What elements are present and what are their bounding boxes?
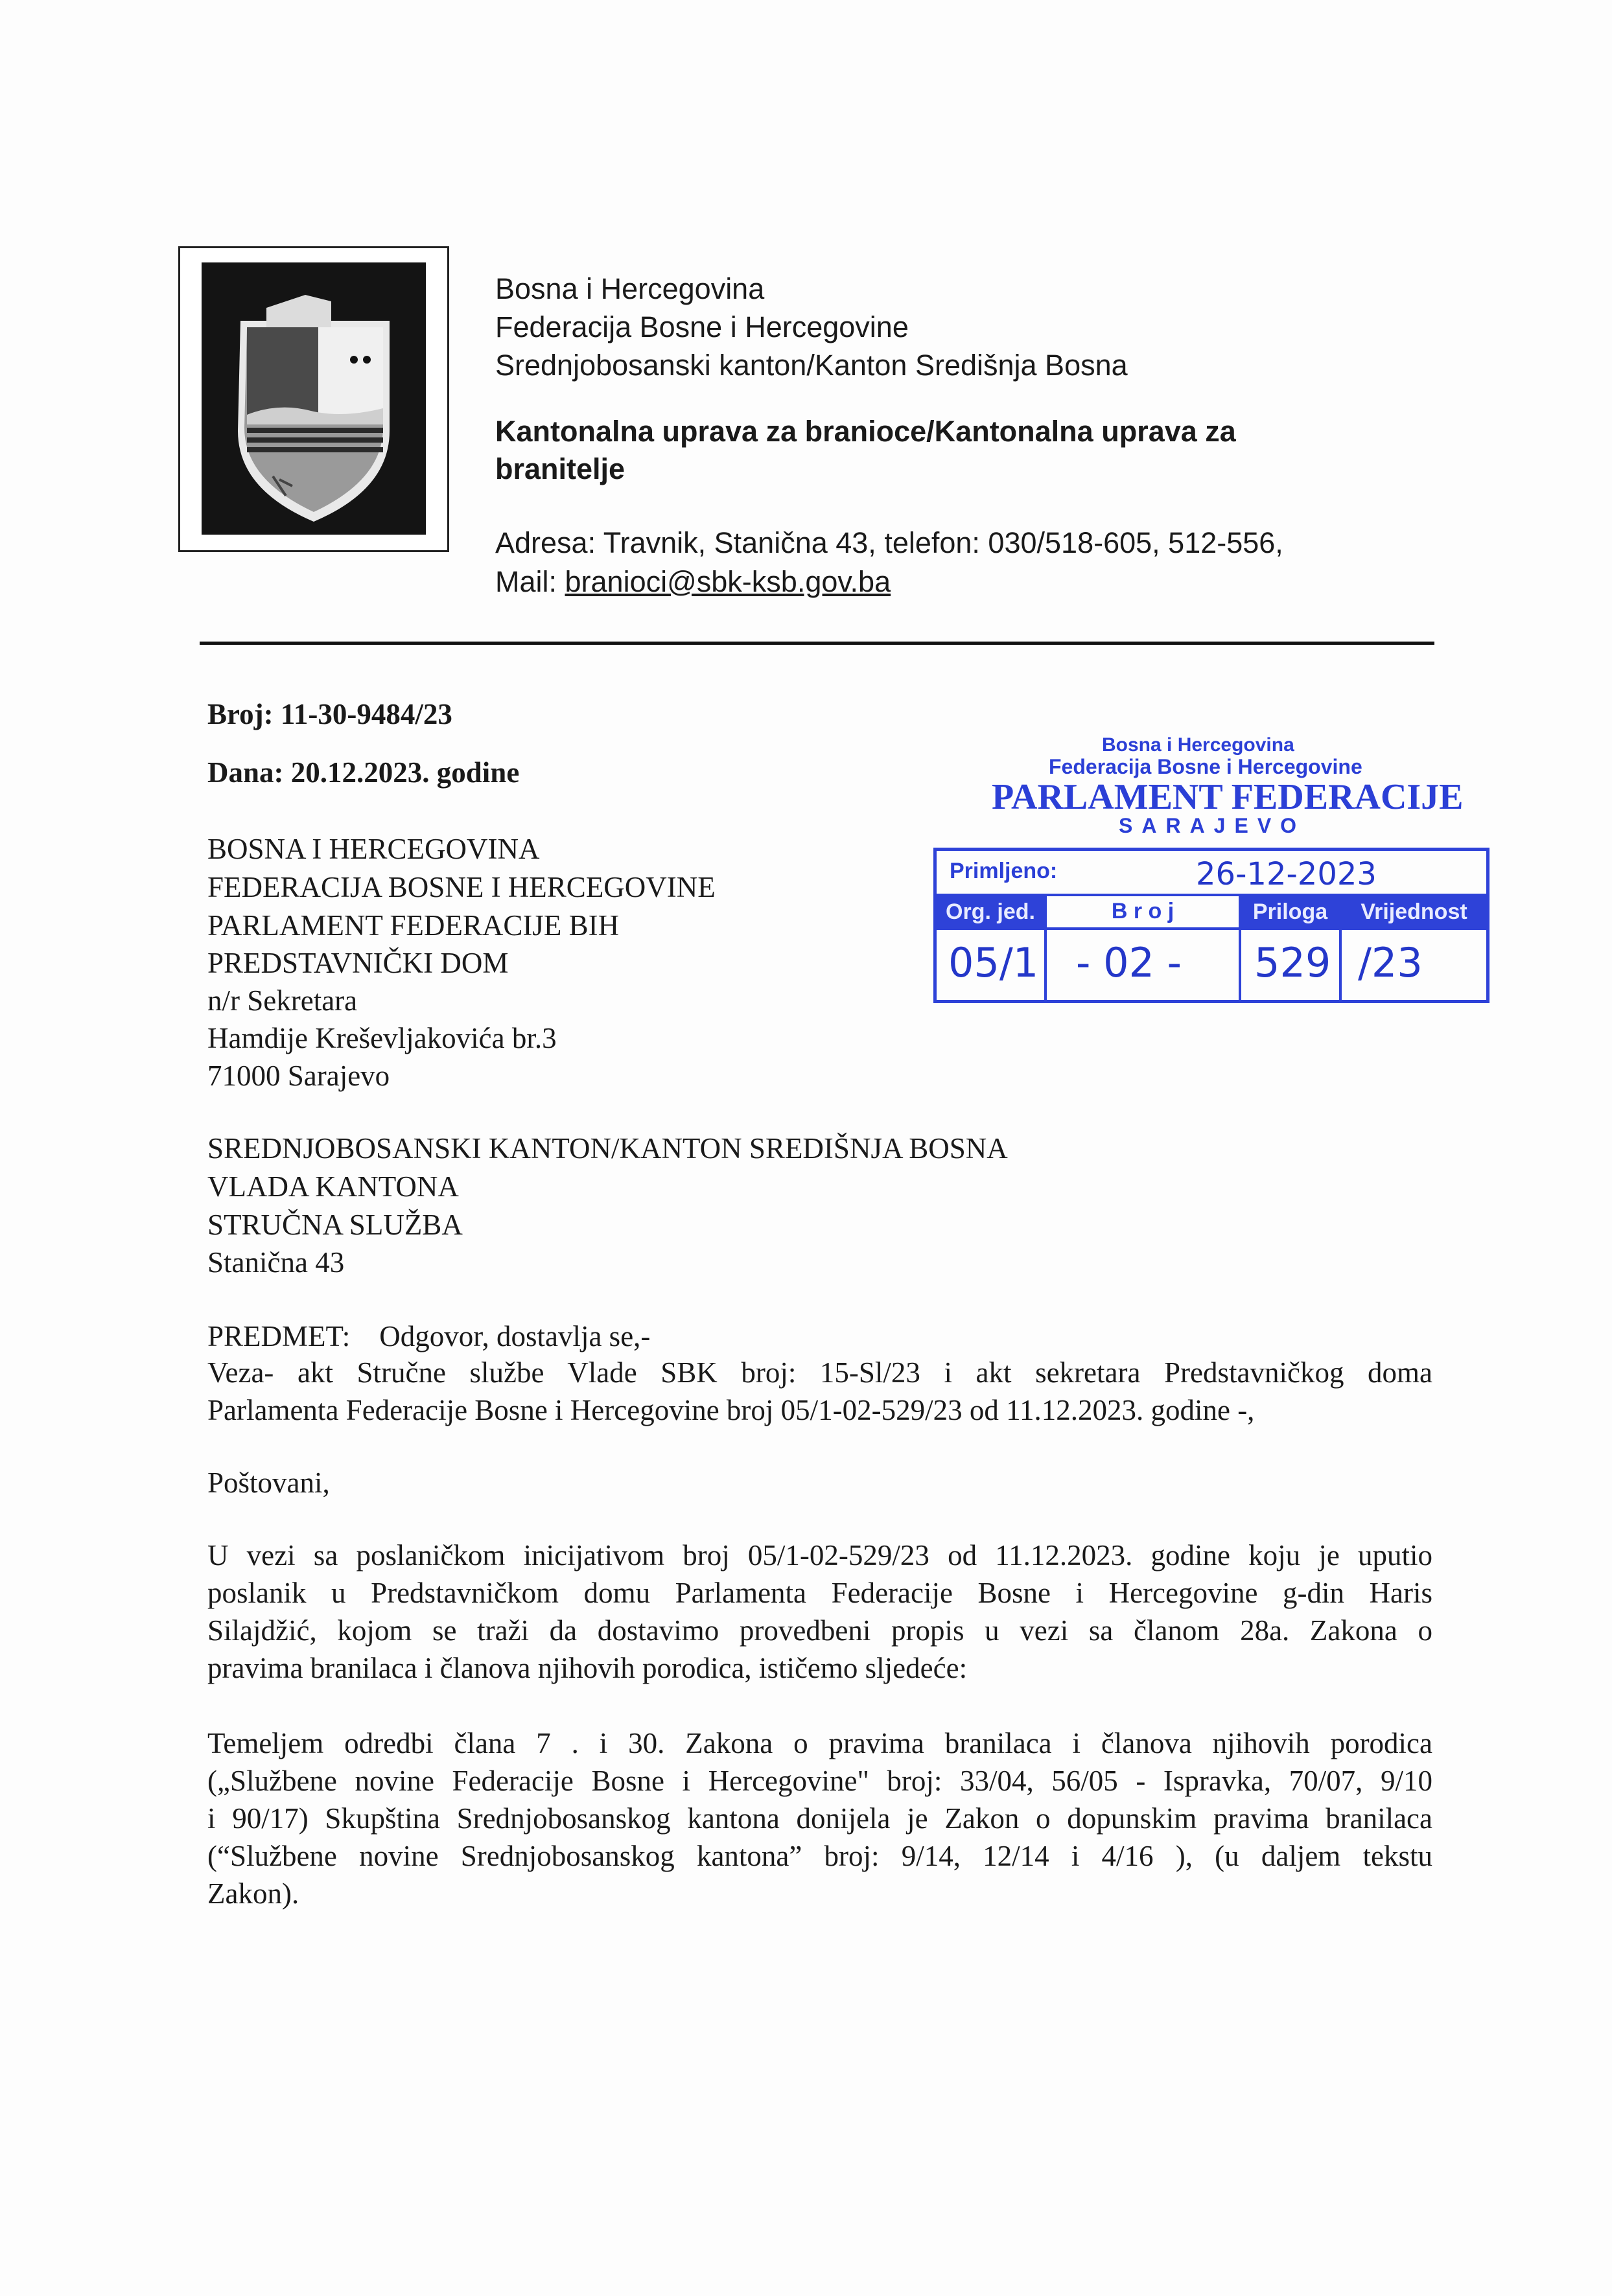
stamp-val-org: 05/1 [948, 939, 1039, 986]
recipient1-line: 71000 Sarajevo [207, 1060, 390, 1092]
mail-label: Mail: [495, 565, 565, 598]
stamp-col-broj: B r o j [1111, 899, 1174, 923]
recipient1-line: PARLAMENT FEDERACIJE BIH [207, 909, 620, 942]
para2-line: Zakon). [207, 1877, 299, 1910]
stamp-val-vrijednost: /23 [1358, 939, 1423, 986]
document-number: Broj: 11-30-9484/23 [207, 698, 452, 730]
para1-line: poslanik u Predstavničkom domu Parlamenta Federacije Bosne i Hercegovine g-din Haris [207, 1577, 1432, 1609]
para2-line: („Službene novine Federacije Bosne i Hercegovine" broj: 33/04, 56/05 - Ispravka, 70/07, 9/10 [207, 1765, 1432, 1797]
coat-of-arms-frame [178, 246, 449, 552]
received-stamp [933, 848, 1489, 1003]
stamp-val-broj: - 02 - [1076, 939, 1182, 986]
header-address: Adresa: Travnik, Stanična 43, telefon: 030/518-605, 512-556, [495, 526, 1283, 559]
stamp-line1: Bosna i Hercegovina [1102, 734, 1294, 756]
stamp-col-vrijednost: Vrijednost [1342, 896, 1486, 927]
salutation: Poštovani, [207, 1467, 330, 1499]
subject-label: PREDMET: [207, 1320, 351, 1352]
recipient2-line: Stanična 43 [207, 1246, 345, 1279]
mail-link[interactable]: branioci@sbk-ksb.gov.ba [565, 565, 891, 598]
stamp-line3: PARLAMENT FEDERACIJE [992, 777, 1464, 817]
recipient1-line: PREDSTAVNIČKI DOM [207, 947, 509, 979]
header-canton: Srednjobosanski kanton/Kanton Središnja Bosna [495, 349, 1128, 382]
para2-line: (“Službene novine Srednjobosanskog kantona” broj: 9/14, 12/14 i 4/16 ), (u daljem tekstu [207, 1840, 1432, 1872]
recipient2-line: VLADA KANTONA [207, 1170, 459, 1203]
stamp-header-row [937, 896, 1486, 930]
stamp-col-org: Org. jed. [937, 896, 1044, 927]
subject-ref-line1: Veza- akt Stručne službe Vlade SBK broj: 15-Sl/23 i akt sekretara Predstavničkog doma [207, 1356, 1432, 1389]
para1-line: Silajdžić, kojom se traži da dostavimo provedbeni propis u vezi sa članom 28a. Zakona o [207, 1614, 1432, 1647]
header-divider [200, 642, 1434, 645]
header-federation: Federacija Bosne i Hercegovine [495, 310, 909, 343]
stamp-values-row [937, 930, 1486, 1000]
recipient1-line: BOSNA I HERCEGOVINA [207, 833, 540, 865]
header-institution-line2: branitelje [495, 452, 625, 485]
header-institution-line1: Kantonalna uprava za branioce/Kantonalna uprava za [495, 415, 1236, 448]
header-mail-line [495, 565, 891, 599]
recipient2-line: SREDNJOBOSANSKI KANTON/KANTON SREDIŠNJA BOSNA [207, 1132, 1008, 1165]
stamp-received-row [937, 851, 1486, 896]
recipient1-line: Hamdije Kreševljakovića br.3 [207, 1022, 557, 1054]
subject-text: Odgovor, dostavlja se,- [379, 1320, 651, 1352]
recipient1-line: FEDERACIJA BOSNE I HERCEGOVINE [207, 871, 716, 903]
stamp-val-priloga: 529 [1254, 939, 1331, 986]
recipient1-line: n/r Sekretara [207, 984, 358, 1017]
subject-line [207, 1319, 650, 1353]
para2-line: i 90/17) Skupština Srednjobosanskog kantona donijela je Zakon o dopunskim pravima branilaca [207, 1802, 1432, 1835]
recipient2-line: STRUČNA SLUŽBA [207, 1209, 463, 1241]
subject-ref-line2: Parlamenta Federacije Bosne i Hercegovine broj 05/1-02-529/23 od 11.12.2023. godine -, [207, 1394, 1255, 1426]
para1-line: U vezi sa poslaničkom inicijativom broj 05/1-02-529/23 od 11.12.2023. godine koju je uputio [207, 1539, 1432, 1571]
document-date: Dana: 20.12.2023. godine [207, 756, 520, 789]
para1-line: pravima branilaca i članova njihovih porodica, ističemo sljedeće: [207, 1652, 968, 1684]
stamp-col-priloga: Priloga [1241, 896, 1339, 927]
stamp-received-label: Primljeno: [950, 859, 1058, 883]
stamp-line4: SARAJEVO [1119, 814, 1306, 837]
header-country: Bosna i Hercegovina [495, 272, 765, 305]
coat-of-arms-icon [202, 262, 426, 535]
stamp-received-date: 26-12-2023 [1196, 856, 1377, 892]
stamp-line2: Federacija Bosne i Hercegovine [1049, 755, 1362, 778]
para2-line: Temeljem odredbi člana 7 . i 30. Zakona o pravima branilaca i članova njihovih porodica [207, 1727, 1432, 1759]
